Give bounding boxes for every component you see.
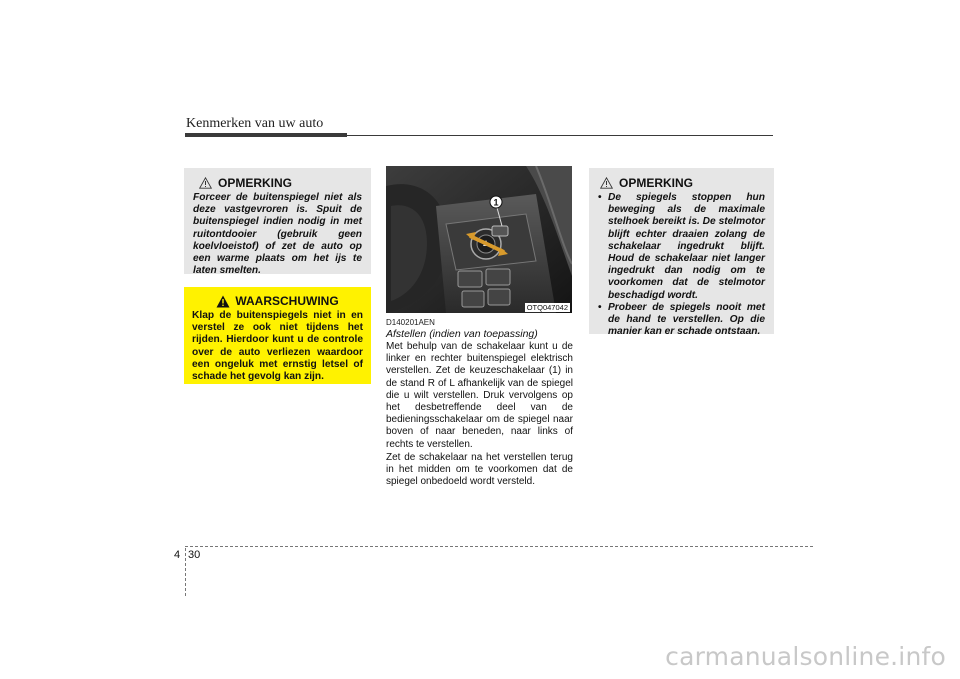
mirror-switch-photo [386,166,572,313]
note-heading-right [598,176,765,190]
header-bar [185,133,347,137]
section-paragraph: Zet de schakelaar na het verstellen terug in het midden om te voorkomen dat de spiegel onbedoeld wordt versteld. [386,451,573,488]
section-body [386,341,573,489]
warning-icon [216,295,230,308]
warning-box [184,287,371,384]
caution-icon [600,177,613,189]
callout-1-label: 1 [493,197,499,208]
note-list-right [598,192,765,338]
note-box-right [589,168,774,338]
header-rule [347,135,773,136]
note-heading-right-label: OPMERKING [619,176,694,190]
section-title: Afstellen (indien van toepassing) [386,328,538,340]
warning-text: Klap de buitenspiegels niet in en verstel ze ook niet tijdens het rijden. Hierdoor kunt u de controle over de auto verliezen waardoor een ongeluk met ernstig letsel of schade het gevolg kan zijn. [192,310,363,383]
page-number: 30 [188,549,201,561]
section-paragraph: Met behulp van de schakelaar kunt u de linker en rechter buitenspiegel elektrisch verstellen. Zet de keuzeschakelaar (1) in de stand R of L afhankelijk van de spiegel die u wilt verstellen. Druk vervolgens op het desbetreffende deel van de bedieningsschakelaar om de spiegel naar boven of naar beneden, naar links of rechts te verstellen. [386,341,573,450]
page-header-title: Kenmerken van uw auto [186,116,324,131]
watermark: carmanualsonline.info [665,642,946,671]
note-box-left [184,168,371,277]
section-code: D140201AEN [386,318,435,327]
warning-heading [192,294,363,308]
warning-heading-label: WAARSCHUWING [235,294,339,308]
figure-code: OTQ047042 [526,303,568,312]
list-item: • Probeer de spiegels nooit met de hand te verstellen. Op die manier kan er schade ontstaan. [598,302,765,339]
footer-rule [185,546,813,547]
list-item: • De spiegels stoppen hun beweging als de maximale stelhoek bereikt is. De stelmotor blijft echter draaien zolang de schakelaar ingedrukt blijft. Houd de schakelaar niet langer ingedrukt dan nodig om te voorkomen dat de stelmotor beschadigd wordt. [598,192,765,302]
footer-vertical-rule [185,548,186,596]
door-panel-illustration [386,166,572,313]
note-text-left: Forceer de buitenspiegel niet als deze vastgevroren is. Spuit de buitenspiegel indien nodig in met ruitontdooier (gebruik geen koelvloeistof) of zet de auto op een warme plaats om het ijs te laten smelten. [193,192,362,277]
caution-icon [199,177,212,189]
chapter-number: 4 [174,549,181,561]
note-heading-left [193,176,362,190]
note-heading-left-label: OPMERKING [218,176,293,190]
